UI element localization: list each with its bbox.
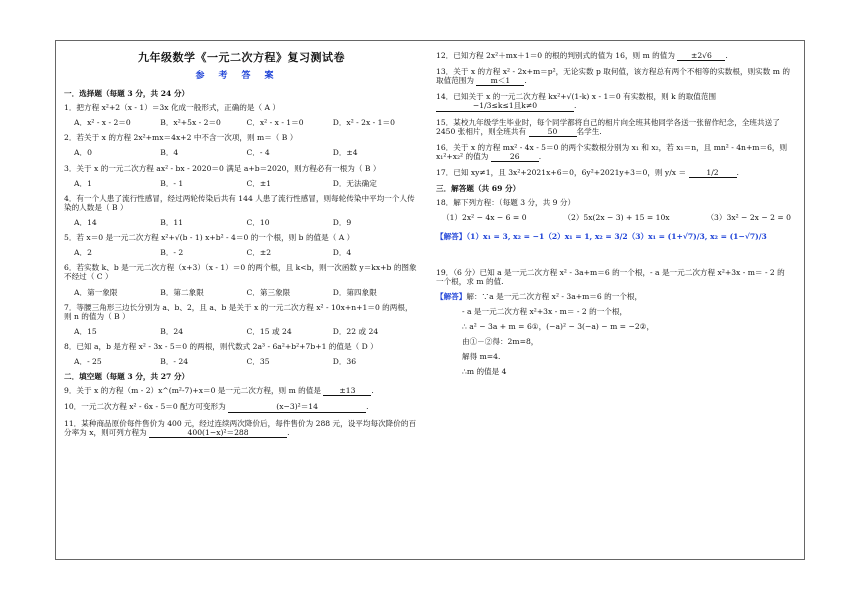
answer-blank: −1/3≤k≤1且k≠0 bbox=[436, 101, 574, 111]
question-text: 4．有一个人患了流行性感冒，经过两轮传染后共有 144 人患了流行性感冒，则每轮传染中平均一个人传染的人数是（ B ） bbox=[64, 193, 415, 212]
question-text: 7．等腰三角形三边长分别为 a、b、2，且 a、b 是关于 x 的一元二次方程 x² - 10x+n+1＝0 的两根，则 n 的值为（ B ） bbox=[64, 302, 413, 321]
question-text: 5．若 x＝0 是一元二次方程 x²+√(b - 1) x+b² - 4＝0 的一个根，则 b 的值是（ A ） bbox=[64, 233, 355, 243]
question-17 bbox=[436, 168, 791, 178]
question-12 bbox=[436, 51, 791, 61]
option: B．- 1 bbox=[160, 178, 184, 188]
equation-3: （3）3x² − 2x − 2 = 0 bbox=[706, 213, 791, 223]
punct: . bbox=[736, 167, 739, 177]
question-4 bbox=[64, 194, 419, 227]
question-5 bbox=[64, 233, 419, 257]
question-text: 3．关于 x 的一元二次方程 ax² - bx - 2020＝0 满足 a+b＝2020，则方程必有一根为（ B ） bbox=[64, 163, 381, 173]
option: D．x² - 2x - 1＝0 bbox=[332, 118, 395, 128]
option: A．0 bbox=[74, 148, 92, 158]
option: D．4 bbox=[332, 248, 352, 258]
option: B．x²+5x - 2＝0 bbox=[160, 118, 221, 128]
right-column bbox=[436, 41, 791, 382]
equation-2: （2）5x(2x − 3) + 15 = 10x bbox=[563, 213, 670, 223]
exam-page bbox=[55, 40, 805, 560]
solution-line: ∴ a² − 3a + m = 6①，(−a)² − 3(−a) − m = −2②， bbox=[462, 321, 655, 331]
option: B．- 2 bbox=[160, 248, 184, 258]
question-text: 6．若实数 k、b 是一元二次方程（x+3）（x - 1）＝0 的两个根，且 k<b，则一次函数 y＝kx+b 的图象不经过（ C ） bbox=[64, 263, 417, 282]
punct: . bbox=[524, 76, 527, 86]
answer-blank: 1/2 bbox=[689, 168, 737, 178]
option: C．- 4 bbox=[246, 148, 270, 158]
option: A．- 25 bbox=[74, 357, 102, 367]
option: D．第四象限 bbox=[332, 287, 377, 297]
punct: . bbox=[538, 151, 542, 161]
answer-blank: ±13 bbox=[323, 386, 371, 396]
option: A．1 bbox=[74, 178, 92, 188]
option: B．- 24 bbox=[160, 357, 189, 367]
question-text: 15．某校九年级学生毕业时，每个同学都将自己的相片向全班其他同学各送一张留作纪念，全班共送了 2450 张相片，则全班共有 bbox=[436, 117, 780, 136]
question-3 bbox=[64, 164, 419, 188]
question-text: 12．已知方程 2x²＋mx＋1＝0 的根的判别式的值为 16，则 m 的值为 bbox=[436, 51, 675, 60]
question-9 bbox=[64, 386, 419, 396]
option: C．15 或 24 bbox=[246, 326, 292, 336]
punct: . bbox=[366, 402, 369, 412]
question-10 bbox=[64, 402, 419, 412]
answer-blank: m＜1 bbox=[476, 76, 524, 86]
option: D．9 bbox=[332, 217, 352, 227]
option: A．15 bbox=[74, 326, 97, 336]
question-18-title: 18．解下列方程：（每题 3 分，共 9 分） bbox=[436, 198, 576, 208]
question-text: 8．已知 a，b 是方程 x² - 3x - 5＝0 的两根，则代数式 2a³ - 6a²+b²+7b+1 的值是（ D ） bbox=[64, 341, 378, 351]
question-11 bbox=[64, 419, 419, 438]
option: B．24 bbox=[160, 326, 184, 336]
question-1 bbox=[64, 103, 419, 127]
option: D．36 bbox=[332, 357, 357, 367]
option: A．14 bbox=[74, 217, 97, 227]
question-19-title: 19．（6 分）已知 a 是一元二次方程 x² - 3a+m＝6 的一个根，- a 是一元二次方程 x²+3x - m＝ - 2 的一个根，求 m 的值. bbox=[436, 267, 785, 286]
solution-line: ∴m 的值是 4 bbox=[462, 367, 507, 377]
punct: 名学生. bbox=[576, 126, 602, 136]
answer-blank: 50 bbox=[529, 127, 577, 137]
question-text: 14．已知关于 x 的一元二次方程 kx²+√(1-k) x - 1＝0 有实数根，则 k 的取值范围 bbox=[436, 92, 717, 102]
option: D．22 或 24 bbox=[332, 326, 379, 336]
question-7 bbox=[64, 303, 419, 336]
question-text: 16．关于 x 的方程 mx² - 4x - 5＝0 的两个实数根分别为 x₁ 和 x₂，若 x₁＝n，且 mn² - 4n+m＝6，则 x₁²+x₂² 的值为 bbox=[436, 142, 788, 161]
option: C．±2 bbox=[246, 248, 272, 258]
punct: . bbox=[371, 386, 374, 396]
punct: . bbox=[574, 101, 577, 111]
question-text: 17．已知 xy≠1，且 3x²+2021x+6＝0，6y²+2021y+3＝0，则 y/x ＝ bbox=[436, 167, 687, 177]
solution-line: - a 是一元二次方程 x²+3x - m＝ - 2 的一个根， bbox=[462, 306, 628, 316]
equation-1: （1）2x² − 4x − 6 = 0 bbox=[442, 213, 527, 223]
answer-blank: 400(1−x)²＝288 bbox=[149, 428, 287, 438]
option: C．35 bbox=[246, 357, 270, 367]
solution-line: 由①－②得：2m=8， bbox=[462, 337, 539, 347]
question-13 bbox=[436, 67, 791, 86]
question-6 bbox=[64, 263, 419, 296]
section-solve: 三．解答题（共 69 分） bbox=[436, 184, 521, 194]
answer-text: （1）x₁ = 3, x₂ = −1（2）x₁ = 1, x₂ = 3/2（3）x₁ = (1+√7)/3, x₂ = (1−√7)/3 bbox=[466, 232, 767, 242]
choice-questions bbox=[64, 103, 419, 366]
option: C．x² - x - 1＝0 bbox=[246, 118, 304, 128]
punct: . bbox=[725, 51, 728, 60]
option: D．无法确定 bbox=[332, 178, 377, 188]
option: C．±1 bbox=[246, 178, 272, 188]
option: A．2 bbox=[74, 248, 92, 258]
answer-blank: ±2√6 bbox=[677, 51, 725, 61]
option: A．第一象限 bbox=[74, 287, 118, 297]
question-16 bbox=[436, 143, 791, 162]
question-2 bbox=[64, 133, 419, 157]
question-text: 2．若关于 x 的方程 2x²+mx＝4x+2 中不含一次项，则 m＝（ B ） bbox=[64, 133, 298, 143]
question-text: 11．某种商品原价每件售价为 400 元，经过连续两次降价后，每件售价为 288 元，设平均每次降价的百分率为 x，则可列方程为 bbox=[64, 418, 417, 437]
question-text: 9．关于 x 的方程（m - 2）x^(m²-7)+x＝0 是一元二次方程，则 m 的值是 bbox=[64, 386, 321, 396]
answer-label: 【解答】 bbox=[436, 232, 467, 242]
section-choice: 一．选择题（每题 3 分，共 24 分） bbox=[64, 88, 190, 98]
question-text: 10．一元二次方程 x² - 6x - 5＝0 配方可变形为 bbox=[64, 402, 226, 412]
solution-line: 解得 m=4. bbox=[462, 352, 501, 362]
question-19-answer bbox=[436, 292, 791, 301]
question-15 bbox=[436, 118, 791, 137]
punct: . bbox=[287, 427, 290, 437]
question-text: 1．把方程 x²+2（x - 1）＝3x 化成一般形式，正确的是（ A ） bbox=[64, 103, 280, 113]
option: B．11 bbox=[160, 217, 184, 227]
option: C．10 bbox=[246, 217, 270, 227]
question-18-answer bbox=[436, 232, 791, 241]
option: B．4 bbox=[160, 148, 179, 158]
section-fill: 二．填空题（每题 3 分，共 27 分） bbox=[64, 372, 190, 382]
question-8 bbox=[64, 342, 419, 366]
answer-title: 参考答案 bbox=[195, 71, 288, 82]
question-18-equations bbox=[442, 213, 791, 222]
page-title: 九年级数学《一元二次方程》复习测试卷 bbox=[138, 51, 345, 64]
answer-label: 【解答】 bbox=[436, 291, 467, 301]
question-text: 13．关于 x 的方程 x² - 2x+m＝p²，无论实数 p 取何值，该方程总有两个不相等的实数根，则实数 m 的取值范围为 bbox=[436, 67, 790, 86]
option: A．x² - x - 2＝0 bbox=[74, 118, 131, 128]
option: B．第二象限 bbox=[160, 287, 204, 297]
solution-line: 解：∵a 是一元二次方程 x² - 3a+m＝6 的一个根， bbox=[466, 291, 643, 301]
option: D．±4 bbox=[332, 148, 358, 158]
question-14 bbox=[436, 92, 791, 111]
answer-blank: 26 bbox=[491, 152, 539, 162]
left-column bbox=[64, 41, 419, 444]
answer-blank: (x−3)²＝14 bbox=[228, 402, 366, 412]
option: C．第三象限 bbox=[246, 287, 291, 297]
